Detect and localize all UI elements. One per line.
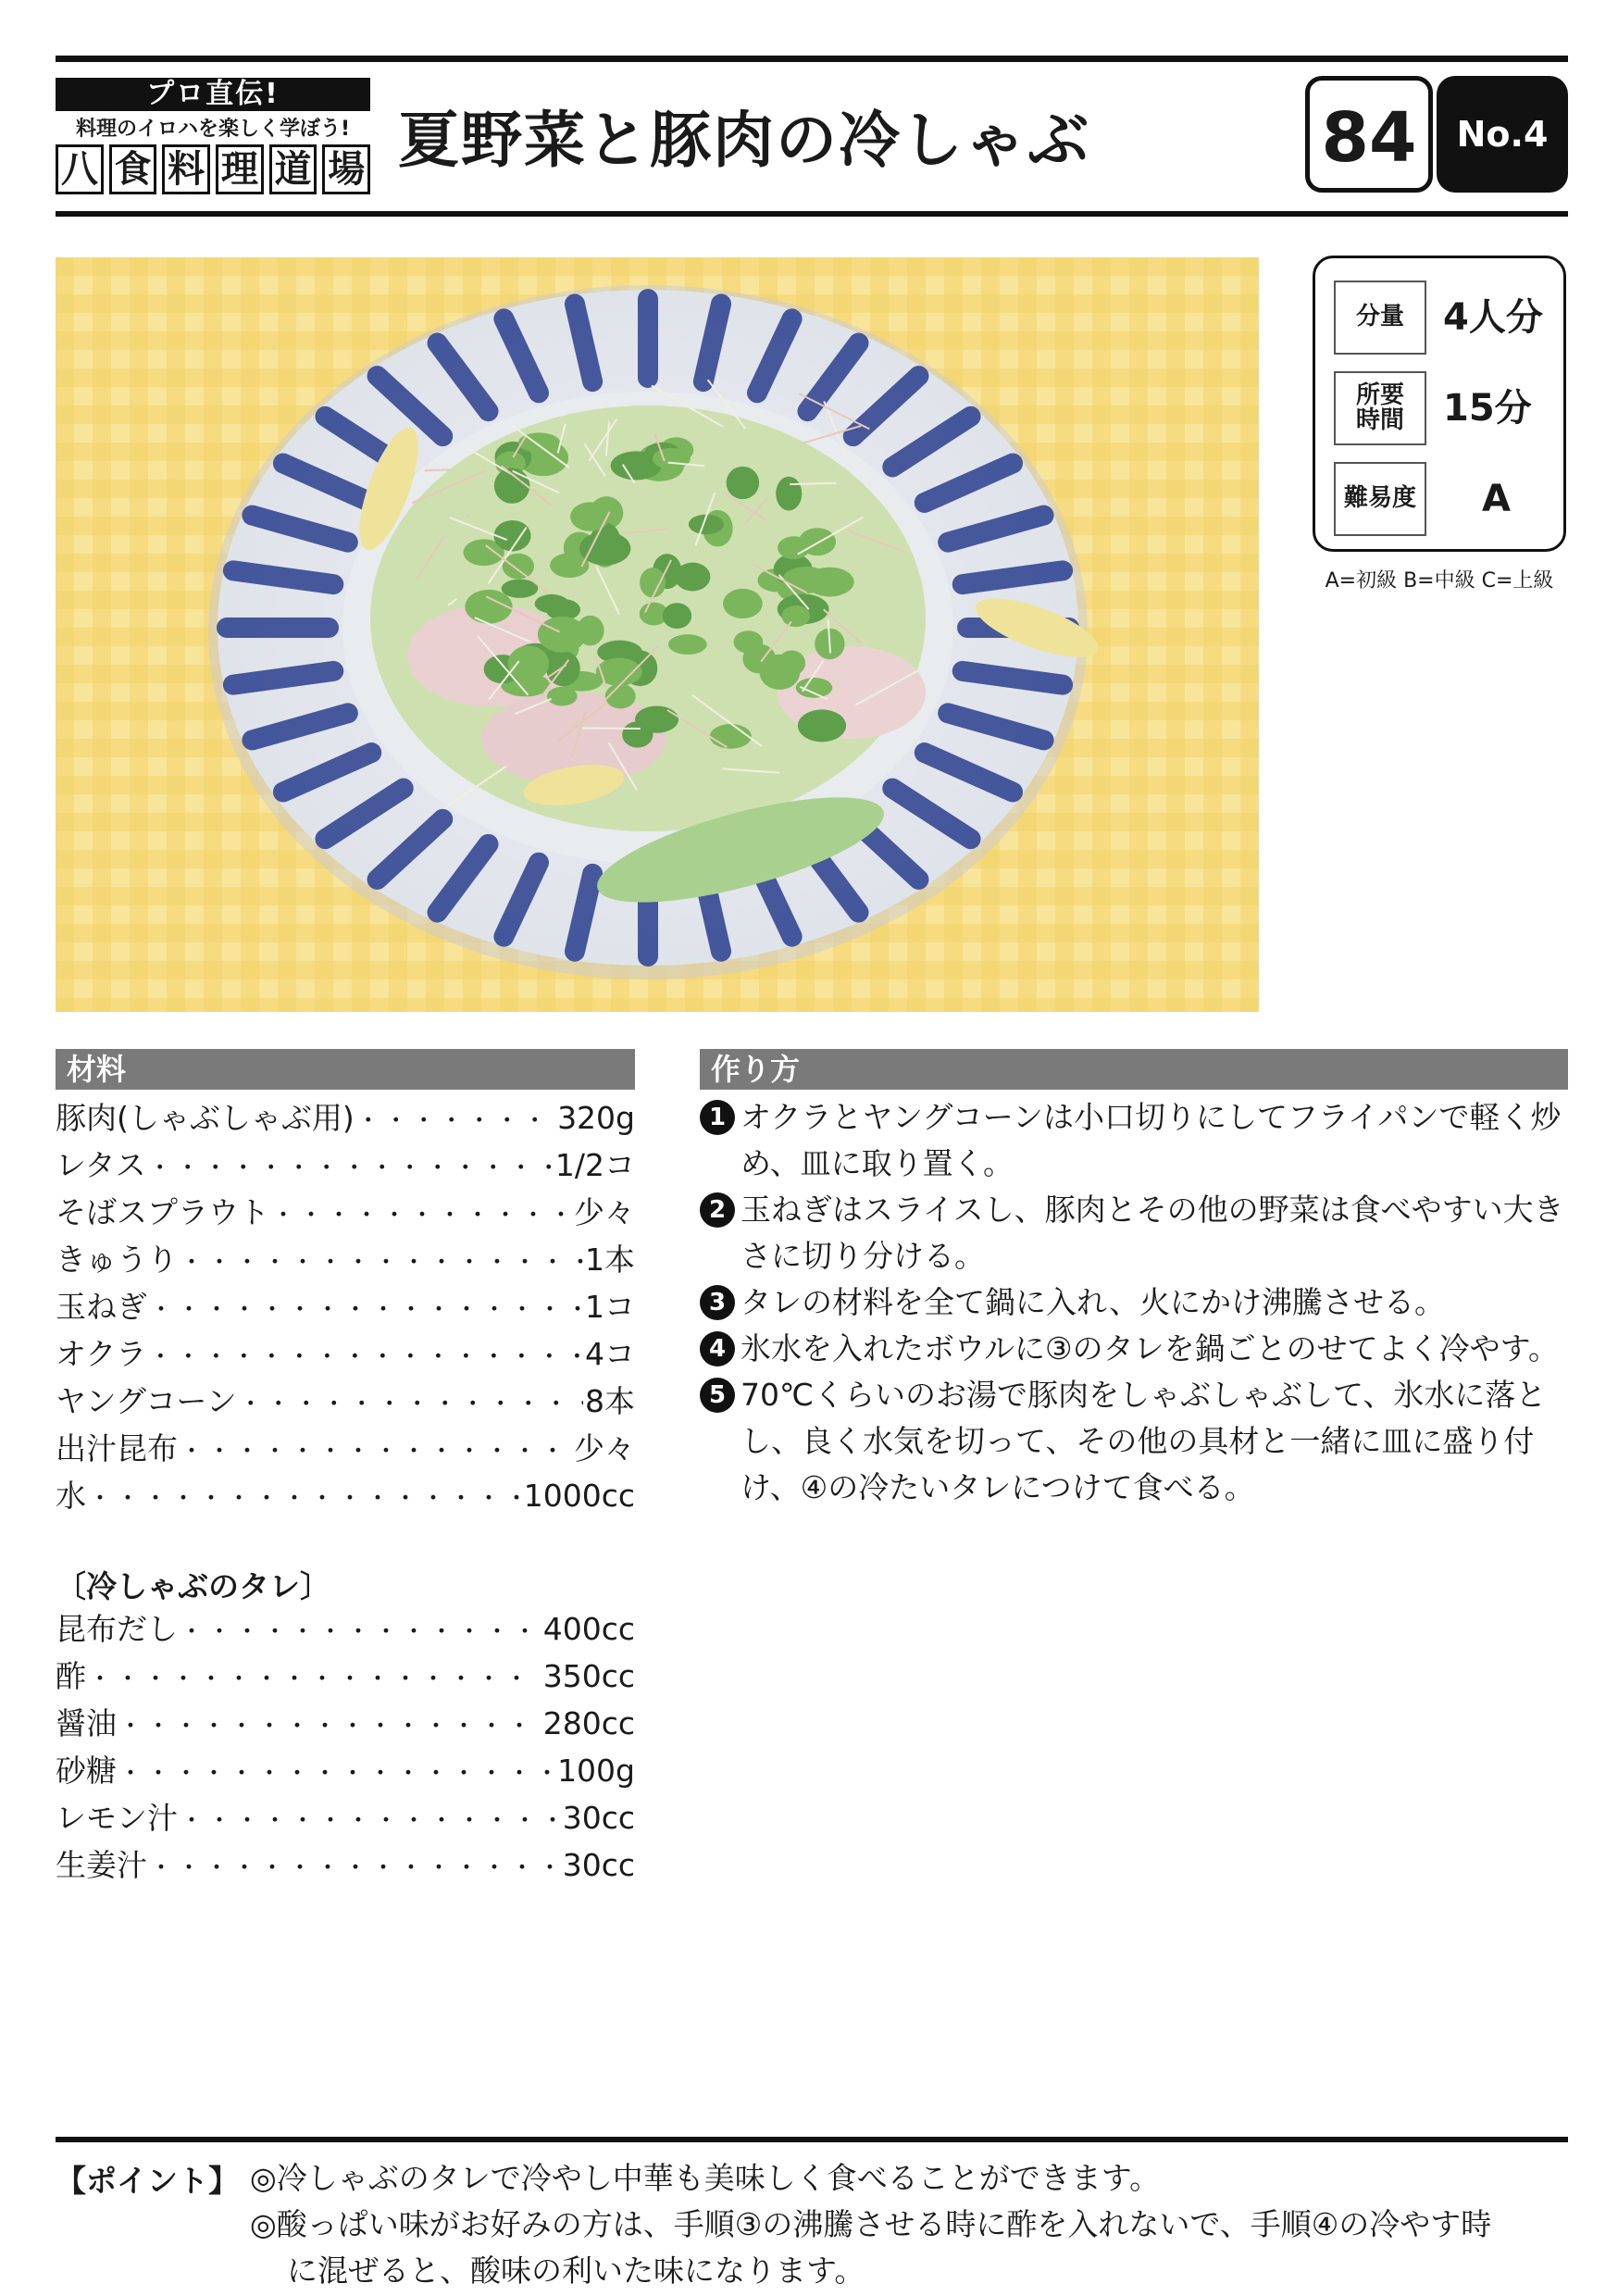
info-box [1313, 256, 1566, 552]
ingredient-name: 生姜汁 [56, 1847, 147, 1883]
logo-tagline: プロ直伝! [56, 78, 370, 111]
sprout-stem [468, 515, 469, 519]
header-bottom-rule [56, 211, 1568, 217]
ingredient-amount: 1/2コ [554, 1147, 635, 1183]
sprout-leaf [782, 605, 810, 627]
sauce-title: 〔冷しゃぶのタレ〕 [56, 1568, 330, 1604]
ingredient-row [56, 1472, 635, 1519]
sprout-leaf [778, 536, 810, 559]
sprout-leaf [570, 502, 610, 530]
dish-illustration [56, 257, 1259, 1012]
step-number: 3 [700, 1285, 735, 1320]
ingredient-name: 玉ねぎ [56, 1289, 147, 1325]
sprout-leaf [727, 467, 760, 499]
leader-dots [180, 1243, 583, 1278]
ingredient-name: ヤングコーン [56, 1383, 237, 1419]
ingredient-name: 醤油 [56, 1705, 117, 1741]
ingredient-row [56, 1142, 635, 1189]
point-line: に混ぜると、酸味の利いた味になります。 [287, 2252, 865, 2289]
time-label: 所要 時間 [1334, 371, 1426, 445]
ingredient-row [56, 1283, 635, 1330]
step-text: オクラとヤングコーンは小口切りにしてフライパンで軽く炒め、皿に取り置く。 [741, 1099, 1562, 1181]
ingredient-amount: 1000cc [523, 1478, 635, 1514]
ingredient-row [56, 1747, 635, 1794]
ingredient-amount: 30cc [562, 1800, 635, 1836]
sprout-leaf [710, 724, 752, 749]
ingredient-name: 水 [56, 1478, 86, 1514]
point-rule [56, 2137, 1568, 2142]
leader-dots [239, 1385, 583, 1419]
sprout-stem [425, 469, 451, 470]
ingredient-row [56, 1841, 635, 1889]
difficulty-value: A [1482, 478, 1511, 520]
step-text: タレの材料を全て鍋に入れ、火にかけ沸騰させる。 [741, 1284, 1445, 1320]
logo-char: 場 [322, 144, 370, 194]
sprout-leaf [508, 645, 549, 681]
ingredient-amount: 少々 [574, 1430, 635, 1466]
sprout-leaf [547, 687, 578, 706]
sprout-leaf [635, 706, 678, 733]
plate-stripe [233, 570, 333, 584]
point-line: ◎酸っぱい味がお好みの方は、手順③の沸騰させる時に酢を入れないで、手順④の冷やす時 [250, 2206, 1492, 2242]
leader-dots [88, 1479, 522, 1514]
ingredient-amount: 350cc [542, 1658, 635, 1694]
sprout-leaf [668, 634, 707, 655]
point-label: 【ポイント】 [56, 2163, 239, 2199]
step-text: 玉ねぎはスライスし、豚肉とその他の野菜は食べやすい大きさに切り分ける。 [741, 1192, 1564, 1274]
difficulty-label: 難易度 [1334, 462, 1426, 536]
difficulty-legend: A=初級 B=中級 C=上級 [1325, 569, 1554, 593]
plate-stripe [963, 570, 1063, 584]
header-top-rule [56, 56, 1568, 62]
step-number: 5 [700, 1378, 735, 1413]
ingredients-heading: 材料 [56, 1049, 635, 1090]
servings-value: 4人分 [1443, 296, 1543, 339]
ingredient-amount: 4コ [585, 1336, 635, 1372]
servings-label: 分量 [1334, 281, 1426, 355]
leader-dots [118, 1754, 555, 1789]
ingredient-name: そばスプラウト [56, 1194, 269, 1230]
sprout-leaf [798, 709, 846, 742]
ingredient-amount: 1本 [585, 1242, 635, 1278]
ingredients-list [56, 1094, 635, 1519]
ingredient-row [56, 1236, 635, 1283]
sprout-leaf [596, 658, 642, 686]
method-step [700, 1094, 1570, 1187]
sprout-stem [582, 728, 641, 729]
sprout-leaf [502, 580, 539, 598]
ingredient-row [56, 1094, 635, 1142]
method-step [700, 1279, 1570, 1326]
logo-char: 八 [56, 144, 104, 194]
leader-dots [148, 1149, 554, 1183]
leader-dots [356, 1102, 555, 1136]
series-number: No.4 [1437, 76, 1568, 193]
ingredient-row [56, 1378, 635, 1425]
leader-dots [118, 1707, 541, 1741]
ingredient-name: 砂糖 [56, 1753, 117, 1789]
ingredient-amount: 少々 [574, 1194, 635, 1230]
leader-dots [271, 1196, 572, 1230]
logo-char: 料 [162, 144, 210, 194]
sprout-leaf [653, 448, 691, 469]
ingredient-row [56, 1653, 635, 1700]
difficulty-row [1334, 462, 1556, 536]
ingredient-row [56, 1189, 635, 1236]
step-number: 4 [700, 1331, 735, 1366]
page-title: 夏野菜と豚肉の冷しゃぶ [398, 105, 1090, 176]
ingredient-row [56, 1794, 635, 1841]
ingredient-row [56, 1605, 635, 1653]
method-steps [700, 1094, 1570, 1511]
ingredient-amount: 8本 [585, 1383, 635, 1419]
logo [56, 78, 370, 194]
ingredient-name: 豚肉(しゃぶしゃぶ用) [56, 1100, 355, 1136]
ingredient-row [56, 1700, 635, 1747]
leader-dots [180, 1432, 572, 1466]
ingredient-name: レモン汁 [56, 1800, 178, 1836]
plate-stripe [233, 671, 333, 685]
ingredient-name: 酢 [56, 1658, 86, 1694]
time-row [1334, 371, 1556, 445]
point-line: ◎冷しゃぶのタレで冷やし中華も美味しく食べることができます。 [250, 2160, 1161, 2196]
method-heading: 作り方 [700, 1049, 1568, 1090]
ingredient-amount: 1コ [585, 1289, 635, 1325]
method-step [700, 1326, 1570, 1372]
logo-wordmark [56, 144, 370, 194]
servings-row [1334, 281, 1556, 355]
plate-stripe [963, 671, 1063, 685]
sprout-leaf [759, 655, 800, 690]
sprout-leaf [640, 568, 666, 597]
ingredient-amount: 280cc [542, 1705, 635, 1741]
ingredient-amount: 100g [557, 1753, 635, 1789]
ingredient-amount: 400cc [542, 1611, 635, 1647]
leader-dots [180, 1613, 541, 1647]
step-text: 70℃くらいのお湯で豚肉をしゃぶしゃぶして、氷水に落とし、良く水気を切って、その他の具材と一緒に皿に盛り付け、④の冷たいタレにつけて食べる。 [741, 1377, 1547, 1505]
sprout-leaf [776, 477, 802, 511]
sprout-leaf [535, 594, 569, 613]
ingredient-name: レタス [56, 1147, 146, 1183]
ingredient-amount: 30cc [562, 1847, 635, 1883]
leader-dots [149, 1291, 583, 1325]
sprout-leaf [579, 531, 630, 565]
method-step [700, 1187, 1570, 1279]
step-number: 2 [700, 1192, 735, 1228]
dish-photo [56, 257, 1259, 1012]
step-number: 1 [700, 1100, 735, 1135]
logo-subtitle: 料理のイロハを楽しく学ぼう! [75, 118, 351, 141]
ingredient-name: きゅうり [56, 1242, 178, 1278]
ingredient-amount: 320g [557, 1100, 635, 1136]
ingredient-row [56, 1330, 635, 1378]
sprout-leaf [723, 589, 763, 618]
sprout-leaf [663, 603, 691, 629]
leader-dots [148, 1338, 583, 1372]
ingredient-row [56, 1425, 635, 1472]
time-value: 15分 [1443, 387, 1532, 430]
ingredient-name: 出汁昆布 [56, 1430, 178, 1466]
leader-dots [88, 1660, 541, 1694]
ingredient-name: 昆布だし [56, 1611, 178, 1647]
recipe-number: 84 [1305, 76, 1433, 193]
sprout-leaf [577, 616, 604, 646]
point-text [250, 2155, 1574, 2294]
leader-dots [149, 1849, 561, 1883]
logo-char: 道 [269, 144, 317, 194]
method-step [700, 1372, 1570, 1511]
leader-dots [180, 1802, 561, 1836]
logo-char: 理 [216, 144, 264, 194]
sprout-leaf [782, 567, 830, 593]
sprout-stem [790, 483, 836, 484]
ingredient-name: オクラ [56, 1336, 147, 1372]
sauce-ingredients-list [56, 1605, 635, 1889]
logo-char: 食 [109, 144, 157, 194]
step-text: 氷水を入れたボウルに③のタレを鍋ごとのせてよく冷やす。 [741, 1330, 1559, 1366]
